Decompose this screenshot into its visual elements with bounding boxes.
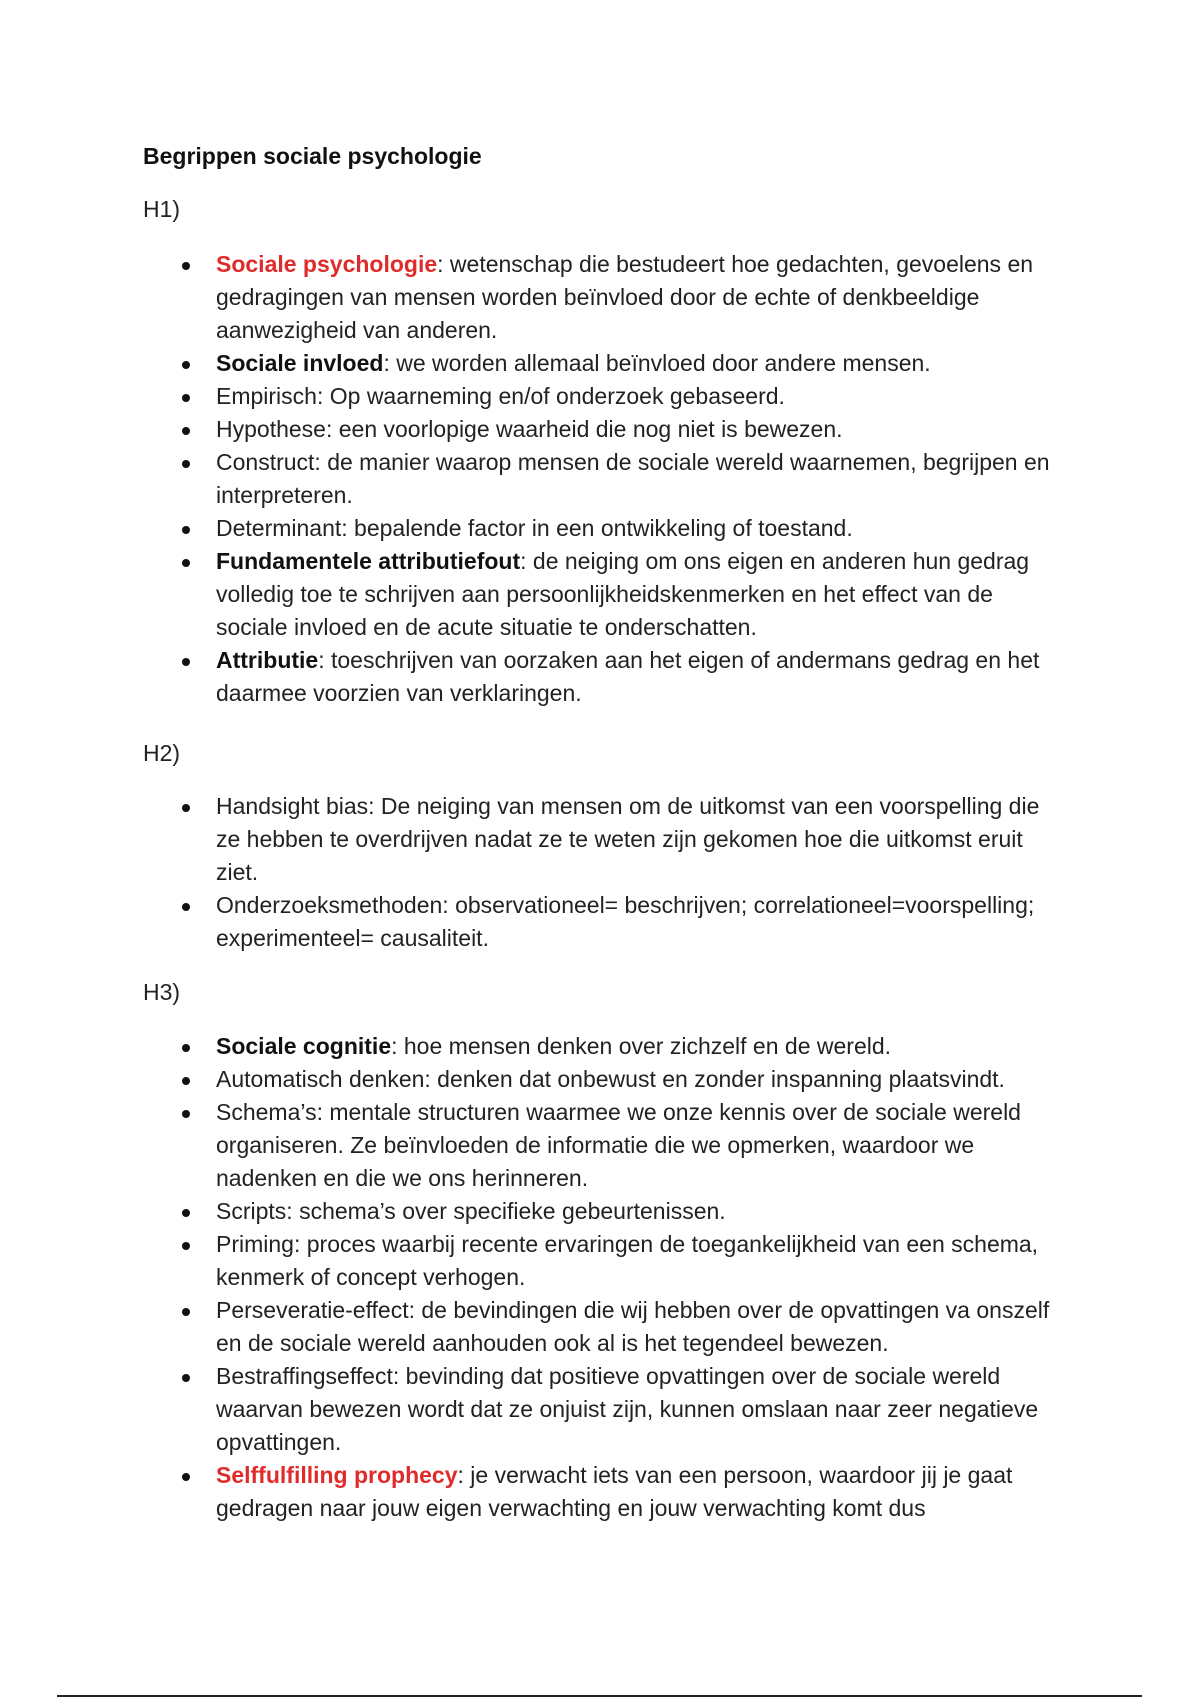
definition-text: : hoe mensen denken over zichzelf en de wereld. [391,1033,892,1059]
list-item [0,1360,1200,1459]
section-heading-h2: H2) [143,740,181,766]
bullet-icon [182,1110,190,1118]
term: Sociale psychologie [216,251,438,277]
bullet-icon [182,1308,190,1316]
definition-text: Scripts: schema’s over specifieke gebeurtenissen. [216,1198,726,1224]
list-item [0,790,1200,889]
bullet-icon [182,559,190,567]
bullet-icon [182,1374,190,1382]
list-item [0,1195,1200,1228]
list-item [0,1294,1200,1360]
list-item [0,248,1200,347]
section-heading-h1: H1) [143,196,181,222]
section-heading-h3: H3) [143,979,181,1005]
definition-text: Automatisch denken: denken dat onbewust en zonder inspanning plaatsvindt. [216,1066,1005,1092]
bullet-icon [182,1242,190,1250]
definition-text: : we worden allemaal beïnvloed door andere mensen. [383,350,931,376]
list-item [0,347,1200,380]
bullet-icon [182,361,190,369]
bullet-icon [182,394,190,402]
term: Fundamentele attributiefout [216,548,521,574]
list-item [0,1030,1200,1063]
bullet-icon [182,903,190,911]
term: Sociale cognitie [216,1033,392,1059]
section-list-h1 [0,248,1200,710]
list-item [0,512,1200,545]
bullet-icon [182,262,190,270]
bullet-icon [182,427,190,435]
definition-text: : je verwacht iets van een persoon, waardoor jij je gaat gedragen naar jouw eigen verwachting en jouw verwachting komt dus [216,1462,1013,1521]
list-item [0,446,1200,512]
bullet-icon [182,1473,190,1481]
list-item [0,889,1200,955]
section-list-h2 [0,790,1200,955]
definition-text: Onderzoeksmethoden: observationeel= beschrijven; correlationeel=voorspelling; experimenteel= causaliteit. [216,892,1035,951]
bullet-icon [182,460,190,468]
definition-text: Empirisch: Op waarneming en/of onderzoek gebaseerd. [216,383,785,409]
list-item [0,644,1200,710]
bullet-icon [182,658,190,666]
page-title: Begrippen sociale psychologie [143,143,482,169]
bullet-icon [182,1209,190,1217]
bullet-icon [182,1077,190,1085]
definition-text: Hypothese: een voorlopige waarheid die nog niet is bewezen. [216,416,843,442]
list-item [0,545,1200,644]
definition-text: Determinant: bepalende factor in een ontwikkeling of toestand. [216,515,853,541]
list-item [0,1063,1200,1096]
bullet-icon [182,526,190,534]
bullet-icon [182,804,190,812]
definition-text: Construct: de manier waarop mensen de sociale wereld waarnemen, begrijpen en interpreteren. [216,449,1050,508]
term: Attributie [216,647,319,673]
list-item [0,1096,1200,1195]
definition-text: Perseveratie-effect: de bevindingen die wij hebben over de opvattingen va onszelf en de sociale wereld aanhouden ook al is het tegendeel bewezen. [216,1297,1050,1356]
term: Selffulfilling prophecy [216,1462,458,1488]
section-list-h3 [0,1030,1200,1525]
definition-text: Priming: proces waarbij recente ervaringen de toegankelijkheid van een schema, kenmerk of concept verhogen. [216,1231,1039,1290]
list-item [0,1228,1200,1294]
list-item [0,1459,1200,1525]
bullet-icon [182,1044,190,1052]
definition-text: : wetenschap die bestudeert hoe gedachten, gevoelens en gedragingen van mensen worden beïnvloed door de echte of denkbeeldige aanwezigheid van anderen. [216,251,1034,343]
definition-text: Schema’s: mentale structuren waarmee we onze kennis over de sociale wereld organiseren. Ze beïnvloeden de informatie die we opmerken, waardoor we nadenken en die we ons herinneren. [216,1099,1021,1191]
list-item [0,413,1200,446]
definition-text: : de neiging om ons eigen en anderen hun gedrag volledig toe te schrijven aan persoonlijkheidskenmerken en het effect van de sociale invloed en de acute situatie te onderschatten. [216,548,1030,640]
term: Sociale invloed [216,350,384,376]
definition-text: Bestraffingseffect: bevinding dat positieve opvattingen over de sociale wereld waarvan bewezen wordt dat ze onjuist zijn, kunnen omslaan naar zeer negatieve opvattingen. [216,1363,1039,1455]
definition-text: : toeschrijven van oorzaken aan het eigen of andermans gedrag en het daarmee voorzien van verklaringen. [216,647,1040,706]
list-item [0,380,1200,413]
definition-text: Handsight bias: De neiging van mensen om de uitkomst van een voorspelling die ze hebben te overdrijven nadat ze te weten zijn gekomen hoe die uitkomst eruit ziet. [216,793,1040,885]
page-bottom-rule [57,1695,1142,1697]
